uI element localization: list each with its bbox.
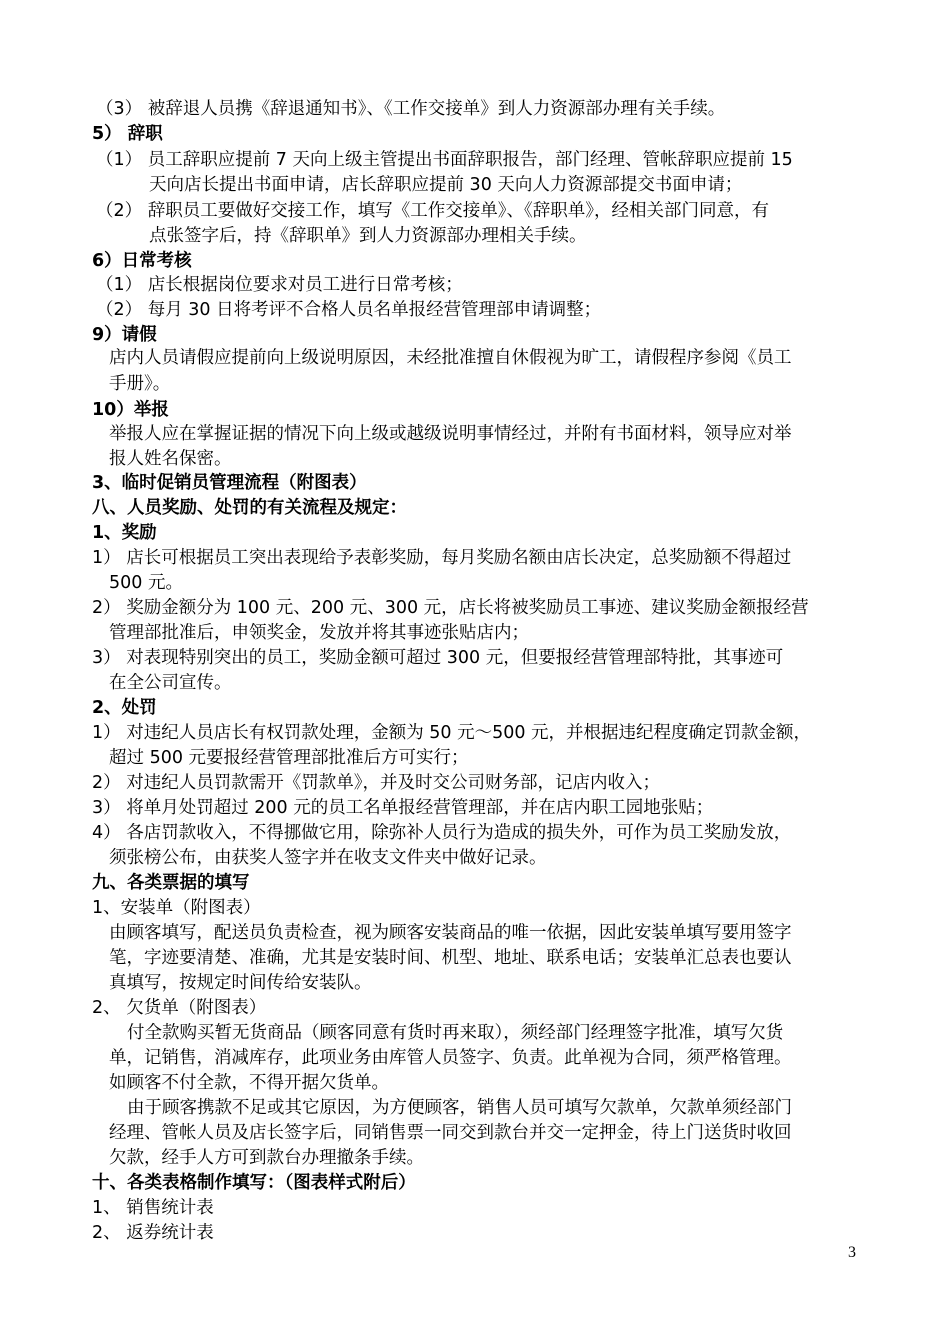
paragraph-line: 管理部批准后，申领奖金，发放并将其事迹张贴店内；: [109, 623, 529, 643]
paragraph-line: （2） 辞职员工要做好交接工作，填写《工作交接单》、《辞职单》，经相关部门同意，有: [96, 201, 769, 221]
paragraph-line: 举报人应在掌握证据的情况下向上级或越级说明事情经过，并附有书面材料，领导应对举: [109, 424, 792, 444]
paragraph-line: 真填写，按规定时间传给安装队。: [109, 973, 372, 993]
paragraph-line: 2） 对违纪人员罚款需开《罚款单》，并及时交公司财务部，记店内收入；: [92, 773, 660, 793]
chapter-heading: 八、人员奖励、处罚的有关流程及规定：: [92, 498, 407, 518]
paragraph-line: 由于顾客携款不足或其它原因，为方便顾客，销售人员可填写欠款单，欠款单须经部门: [127, 1098, 792, 1118]
paragraph-line: 经理、管帐人员及店长签字后，同销售票一同交到款台并交一定押金，待上门送货时收回: [109, 1123, 792, 1143]
paragraph-line: 报人姓名保密。: [109, 449, 232, 469]
section-heading: 1、奖励: [92, 523, 157, 543]
paragraph-line: 1） 对违纪人员店长有权罚款处理，金额为 50 元～500 元，并根据违纪程度确定罚款金额，: [92, 723, 812, 743]
section-heading: 10）举报: [92, 400, 169, 420]
paragraph-line: 3） 将单月处罚超过 200 元的员工名单报经营管理部，并在店内职工园地张贴；: [92, 798, 714, 818]
paragraph-line: 500 元。: [109, 573, 183, 593]
paragraph-line: 在全公司宣传。: [109, 673, 232, 693]
page-number: 3: [848, 1244, 856, 1261]
paragraph-line: 3） 对表现特别突出的员工，奖励金额可超过 300 元，但要报经营管理部特批，其事迹可: [92, 648, 784, 668]
paragraph-line: 2、 欠货单（附图表）: [92, 998, 267, 1018]
paragraph-line: （1） 员工辞职应提前 7 天向上级主管提出书面辞职报告，部门经理、管帐辞职应提前 15: [96, 150, 793, 170]
paragraph-line: 2、 返券统计表: [92, 1223, 214, 1243]
paragraph-line: 欠款，经手人方可到款台办理撤条手续。: [109, 1148, 424, 1168]
paragraph-line: （1） 店长根据岗位要求对员工进行日常考核；: [96, 275, 463, 295]
paragraph-line: 单，记销售，消减库存，此项业务由库管人员签字、负责。此单视为合同，须严格管理。: [109, 1048, 792, 1068]
paragraph-line: 付全款购买暂无货商品（顾客同意有货时再来取），须经部门经理签字批准，填写欠货: [127, 1023, 784, 1043]
paragraph-line: 点张签字后，持《辞职单》到人力资源部办理相关手续。: [149, 226, 587, 246]
chapter-heading: 十、各类表格制作填写：（图表样式附后）: [92, 1173, 416, 1193]
paragraph-line: 1、安装单（附图表）: [92, 898, 261, 918]
chapter-heading: 九、各类票据的填写: [92, 873, 250, 893]
paragraph-line: 2） 奖励金额分为 100 元、200 元、300 元，店长将被奖励员工事迹、建议奖励金额报经营: [92, 598, 809, 618]
paragraph-line: 须张榜公布，由获奖人签字并在收支文件夹中做好记录。: [109, 848, 547, 868]
section-heading: 6）日常考核: [92, 251, 192, 271]
paragraph-line: （2） 每月 30 日将考评不合格人员名单报经营管理部申请调整；: [96, 300, 602, 320]
paragraph-line: 超过 500 元要报经营管理部批准后方可实行；: [109, 748, 469, 768]
section-heading: 5） 辞职: [92, 124, 163, 144]
section-heading: 3、临时促销员管理流程（附图表）: [92, 473, 367, 493]
paragraph-line: 4） 各店罚款收入，不得挪做它用，除弥补人员行为造成的损失外，可作为员工奖励发放，: [92, 823, 792, 843]
paragraph-line: （3） 被辞退人员携《辞退通知书》、《工作交接单》到人力资源部办理有关手续。: [96, 99, 726, 119]
section-heading: 2、处罚: [92, 698, 157, 718]
paragraph-line: 1） 店长可根据员工突出表现给予表彰奖励，每月奖励名额由店长决定，总奖励额不得超过: [92, 548, 792, 568]
paragraph-line: 店内人员请假应提前向上级说明原因，未经批准擅自休假视为旷工，请假程序参阅《员工: [109, 348, 792, 368]
paragraph-line: 笔，字迹要清楚、准确，尤其是安装时间、机型、地址、联系电话；安装单汇总表也要认: [109, 948, 792, 968]
paragraph-line: 天向店长提出书面申请，店长辞职应提前 30 天向人力资源部提交书面申请；: [149, 175, 743, 195]
paragraph-line: 1、 销售统计表: [92, 1198, 214, 1218]
paragraph-line: 手册》。: [109, 374, 171, 394]
paragraph-line: 由顾客填写，配送员负责检查，视为顾客安装商品的唯一依据，因此安装单填写要用签字: [109, 923, 792, 943]
paragraph-line: 如顾客不付全款，不得开据欠货单。: [109, 1073, 389, 1093]
section-heading: 9）请假: [92, 325, 157, 345]
